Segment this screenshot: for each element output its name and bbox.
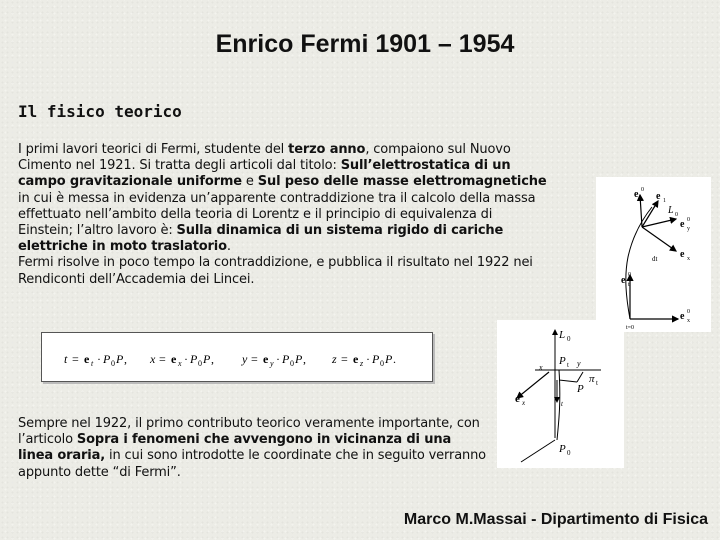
article-title-peso-masse: Sul peso delle masse elettromagnetiche xyxy=(257,174,547,190)
bold-phrase-terzo-anno: terzo anno xyxy=(288,142,366,157)
eq-equals: = xyxy=(72,352,79,366)
eq-sub0: 0 xyxy=(198,359,202,368)
label-sub: y xyxy=(687,226,690,232)
eq-lhs-t: t xyxy=(64,352,68,366)
eq-sub-t: t xyxy=(91,359,94,368)
label-e: e xyxy=(656,191,661,202)
eq-p-y: P xyxy=(295,352,303,366)
text-run: , compaiono sul Nuovo Cimento nel 1921. Si tratta degli articoli dal titolo: xyxy=(18,142,511,174)
eq-sub-z: z xyxy=(360,359,364,368)
article-title-elettrostatica: Sull’elettrostatica di un campo gravitazionale uniforme xyxy=(18,158,511,190)
equation-svg xyxy=(42,333,432,381)
label-e: e xyxy=(634,189,639,200)
text-run: . xyxy=(226,239,231,255)
article-title-dinamica: Sulla dinamica di un sistema rigido di cariche elettriche in moto traslatorio xyxy=(18,223,504,255)
eq-p-z: P xyxy=(385,352,393,366)
eq-sub-x: x xyxy=(178,359,182,368)
text-run: I primi lavori teorici di Fermi, studente del xyxy=(18,142,289,157)
eq-p-t: P xyxy=(116,352,124,366)
label-sub: t xyxy=(567,361,569,369)
world-line-figure xyxy=(497,320,624,468)
label-sub: t xyxy=(641,197,643,203)
label-sub: t xyxy=(628,282,630,288)
eq-comma: , xyxy=(211,352,214,366)
eq-lhs-z: z xyxy=(332,352,337,366)
basis-vectors-diagram xyxy=(596,177,711,332)
label-pi: π xyxy=(589,373,595,385)
label-sub: 1 xyxy=(663,198,666,204)
label-sub: x xyxy=(522,399,526,407)
label-l: L xyxy=(559,329,566,341)
eq-sub0: 0 xyxy=(380,359,384,368)
eq-dot: · xyxy=(97,352,101,366)
label-sub: 0 xyxy=(567,335,571,343)
label-sup: 0 xyxy=(628,272,631,278)
label-e: e xyxy=(680,219,685,230)
label-p0: P xyxy=(559,443,566,455)
label-y: y xyxy=(577,359,581,368)
page-title: Enrico Fermi 1901 – 1954 xyxy=(215,30,515,58)
footer-credit: Marco M.Massai - Dipartimento di Fisica xyxy=(403,511,708,528)
eq-period: . xyxy=(393,352,396,366)
eq-e-y: e xyxy=(263,352,269,366)
text-run: in cui sono introdotte le coordinate che in seguito verranno appunto dette “di Fermi”. xyxy=(18,448,486,480)
label-sub: 0 xyxy=(675,212,678,218)
eq-comma: , xyxy=(124,352,127,366)
arrow-ex xyxy=(642,227,676,251)
label-dt: dt xyxy=(652,255,658,263)
fermi-coordinates-equation xyxy=(41,332,433,382)
label-sub: 0 xyxy=(567,449,571,457)
eq-sub-y: y xyxy=(270,359,274,368)
text-run: e xyxy=(241,174,258,190)
intro-paragraph xyxy=(18,142,548,288)
label-e: e xyxy=(680,249,685,260)
text-run: Fermi risolve in poco tempo la contraddizione, e pubblica il risultato nel 1922 nei Rendiconti dell’Accademia dei Lincei. xyxy=(18,255,533,287)
eq-p0-y: P xyxy=(282,352,290,366)
eq-dot: · xyxy=(366,352,370,366)
line-py xyxy=(559,380,577,382)
label-p: P xyxy=(577,383,584,395)
label-e: e xyxy=(621,275,626,286)
arrow-e1 xyxy=(642,201,658,227)
label-ex: e xyxy=(515,393,520,405)
eq-lhs-x: x xyxy=(150,352,156,366)
label-sup: 0 xyxy=(641,187,644,193)
diag-line xyxy=(521,440,555,462)
label-sub: x xyxy=(687,318,690,324)
arrow-ex xyxy=(517,372,549,398)
eq-e-t: e xyxy=(84,352,90,366)
section-heading: Il fisico teorico xyxy=(18,102,182,121)
line-pi xyxy=(577,372,583,382)
world-line-diagram xyxy=(497,320,624,468)
eq-lhs-y: y xyxy=(242,352,248,366)
eq-dot: · xyxy=(276,352,280,366)
eq-equals: = xyxy=(341,352,348,366)
label-e: e xyxy=(680,311,685,322)
label-t: t xyxy=(561,400,563,408)
eq-p0-z: P xyxy=(372,352,380,366)
text-run: Sempre nel 1922, il primo contributo teorico veramente importante, con l’articolo xyxy=(18,416,480,448)
arrow-ey xyxy=(642,219,676,227)
article-title-linea-oraria: Sopra i fenomeni che avvengono in vicinanza di una linea oraria, xyxy=(18,432,452,464)
label-sub: t xyxy=(596,379,598,387)
eq-equals: = xyxy=(251,352,258,366)
label-sup: 0 xyxy=(687,309,690,315)
eq-equals: = xyxy=(159,352,166,366)
eq-sub0: 0 xyxy=(111,359,115,368)
label-sub: x xyxy=(687,256,690,262)
label-pt: P xyxy=(559,355,566,367)
label-l: L xyxy=(668,205,674,216)
basis-vectors-figure xyxy=(596,177,711,332)
label-sup: 0 xyxy=(687,217,690,223)
eq-e-z: e xyxy=(353,352,359,366)
eq-sub0: 0 xyxy=(290,359,294,368)
eq-p0-x: P xyxy=(190,352,198,366)
eq-dot: · xyxy=(184,352,188,366)
text-run: in cui è messa in evidenza un’apparente contraddizione tra il calcolo della massa effettuato nell’ambito della teoria di Lorentz e il principio di equivalenza di Einstein; l’altro lavoro è: xyxy=(18,190,536,239)
eq-p0-t: P xyxy=(103,352,111,366)
label-t0: t=0 xyxy=(626,325,635,331)
second-paragraph xyxy=(18,416,488,481)
label-x: x xyxy=(539,363,543,372)
eq-e-x: e xyxy=(171,352,177,366)
eq-comma: , xyxy=(303,352,306,366)
eq-p-x: P xyxy=(203,352,211,366)
